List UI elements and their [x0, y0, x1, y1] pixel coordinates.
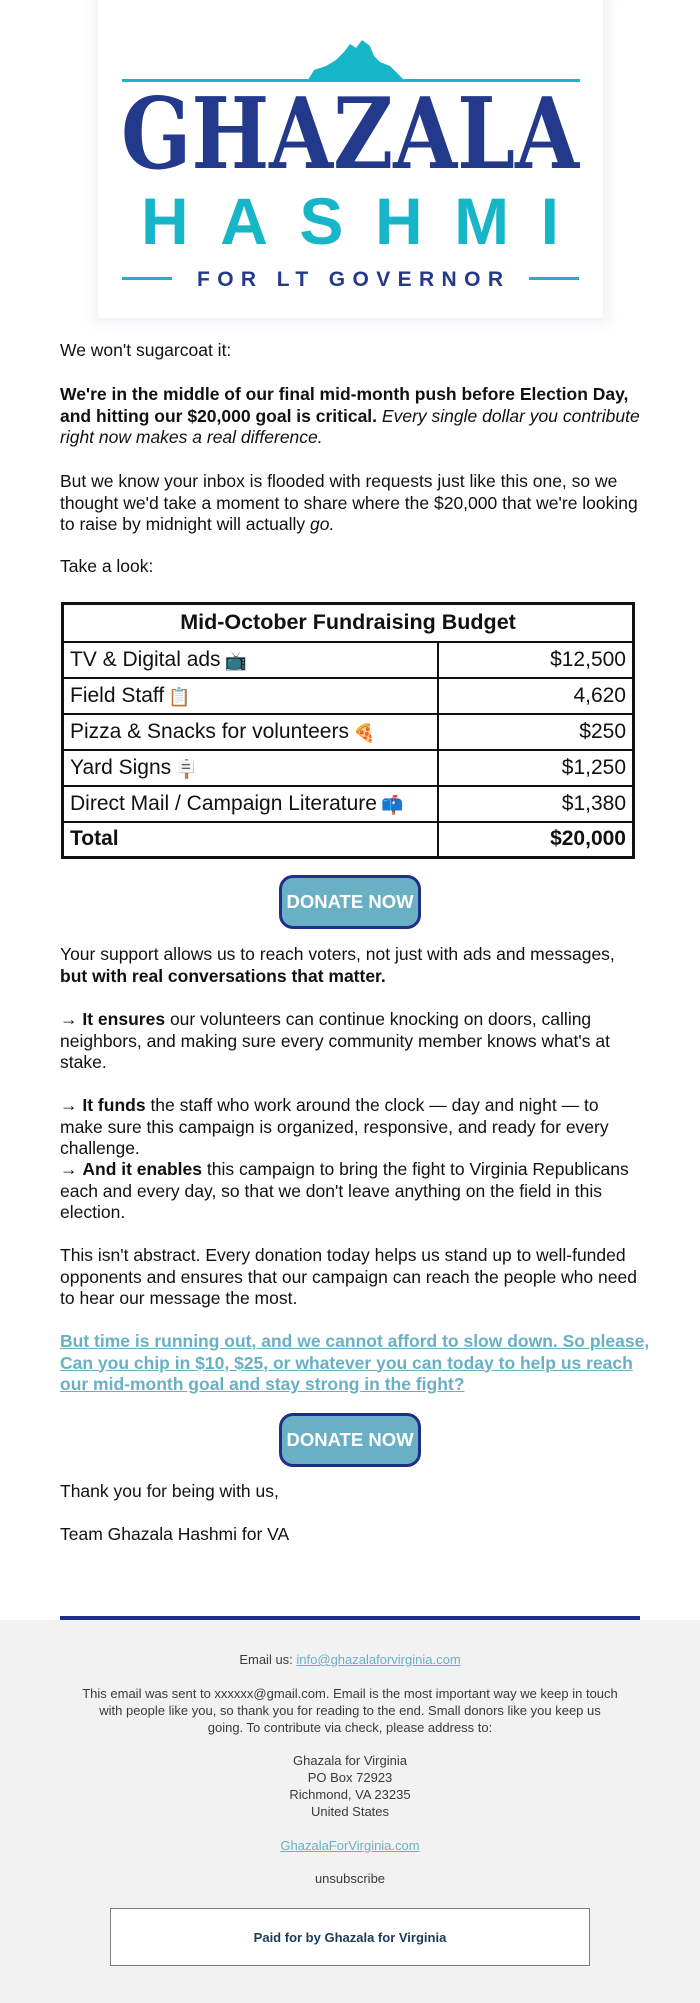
table-row	[63, 786, 634, 822]
budget-total-amount: $20,000	[438, 822, 634, 858]
intro-explain	[60, 471, 640, 536]
clipboard-icon: 📋	[168, 686, 191, 707]
budget-item	[63, 750, 438, 786]
take-a-look: Take a look:	[60, 556, 154, 576]
tv-icon: 📺	[224, 650, 247, 671]
table-row	[63, 750, 634, 786]
footer-site	[80, 1837, 620, 1854]
logo-right-rule	[529, 277, 579, 280]
logo-graphic	[98, 0, 603, 318]
budget-item	[63, 678, 438, 714]
budget-item	[63, 642, 438, 678]
bullet-enables	[60, 1159, 640, 1224]
budget-item-label: Field Staff	[70, 683, 165, 707]
chip-in-link[interactable]: But time is running out, and we cannot afford to slow down. So please, Can you chip in $10, $25, or whatever you can today to help us reach our mid-month goal and stay strong in the fight?	[60, 1331, 650, 1394]
budget-item-label: Pizza & Snacks for volunteers	[70, 719, 349, 743]
bullet-lead: It funds	[82, 1095, 146, 1115]
arrow-icon: →	[60, 1095, 78, 1115]
footer-email-line	[80, 1651, 620, 1668]
explain-text: But we know your inbox is flooded with requests just like this one, so we thought we'd take a moment to share where the $20,000 that we're looking to raise by midnight will actually	[60, 471, 638, 534]
budget-table	[61, 602, 635, 859]
budget-item-label: Direct Mail / Campaign Literature	[70, 791, 377, 815]
budget-total-row	[63, 822, 634, 858]
signoff: Team Ghazala Hashmi for VA	[60, 1524, 290, 1544]
budget-item	[63, 714, 438, 750]
arrow-icon: →	[60, 1159, 78, 1179]
urgency-bold: We're in the middle of our final mid-month push before Election Day, and hitting our $20,000 goal is critical.	[60, 384, 629, 426]
address-line: Ghazala for Virginia	[293, 1753, 407, 1768]
table-row	[63, 678, 634, 714]
footer-unsubscribe	[80, 1870, 620, 1887]
support-text: Your support allows us to reach voters, not just with ads and messages,	[60, 944, 615, 964]
intro-urgency	[60, 384, 640, 449]
website-link[interactable]: GhazalaForVirginia.com	[280, 1838, 420, 1853]
bullet-lead: It ensures	[82, 1009, 166, 1029]
urgency-italic: Every single dollar you contribute right now makes a real difference.	[60, 405, 640, 447]
budget-amount: $1,250	[438, 750, 634, 786]
bullet-funds	[60, 1095, 640, 1160]
email-label: Email us:	[239, 1652, 293, 1667]
budget-amount: 4,620	[438, 678, 634, 714]
logo-left-rule	[122, 277, 172, 280]
budget-amount: $1,380	[438, 786, 634, 822]
abstract-paragraph: This isn't abstract. Every donation today helps us stand up to well-funded opponents and ensures that our campaign can reach the people who need to hear our message the most.	[60, 1245, 637, 1308]
mailbox-icon: 📫	[380, 794, 404, 815]
budget-item-label: TV & Digital ads	[70, 647, 221, 671]
bullet-text: this campaign to bring the fight to Virginia Republicans each and every day, so that we don't leave anything on the field in this election.	[60, 1159, 629, 1222]
table-row	[63, 714, 634, 750]
logo-line-hashmi: HASHMI	[141, 184, 559, 258]
budget-title: Mid-October Fundraising Budget	[63, 604, 634, 642]
footer-notice: This email was sent to xxxxxx@gmail.com. Email is the most important way we keep in touch with people like you, so thank you for reading to the end. Small donors like you keep us going. To contribute via check, please address to:	[82, 1686, 618, 1735]
logo-line-subtitle: FOR LT GOVERNOR	[197, 268, 503, 291]
address-line: PO Box 72923	[307, 1770, 393, 1785]
support-bold: but with real conversations that matter.	[60, 965, 386, 986]
bullet-text: our volunteers can continue knocking on doors, calling neighbors, and making sure every community member knows what's at stake.	[60, 1009, 610, 1072]
virginia-state-icon	[308, 40, 404, 80]
intro-line: We won't sugarcoat it:	[60, 340, 232, 360]
donate-now-button[interactable]: DONATE NOW	[279, 875, 421, 929]
bullet-text: the staff who work around the clock — day and night — to make sure this campaign is organized, responsive, and ready for every challenge.	[60, 1095, 609, 1158]
thanks-line: Thank you for being with us,	[60, 1481, 279, 1501]
budget-item	[63, 786, 438, 822]
bullet-lead: And it enables	[82, 1159, 202, 1179]
donate-now-button[interactable]: DONATE NOW	[279, 1413, 421, 1467]
email-link[interactable]: info@ghazalaforvirginia.com	[296, 1652, 461, 1667]
support-paragraph	[60, 944, 640, 987]
explain-go: go.	[309, 514, 335, 534]
pizza-icon: 🍕	[352, 722, 376, 743]
budget-item-label: Yard Signs	[70, 755, 172, 779]
logo-line-ghazala: GHAZALA	[121, 77, 581, 192]
budget-amount: $250	[438, 714, 634, 750]
bullet-ensures	[60, 1009, 640, 1074]
address-line: Richmond, VA 23235	[289, 1787, 411, 1802]
paid-for-disclaimer: Paid for by Ghazala for Virginia	[110, 1908, 590, 1966]
address-line: United States	[310, 1804, 390, 1819]
sign-icon: 🪧	[175, 758, 198, 779]
budget-title-row	[63, 604, 634, 642]
campaign-logo	[98, 0, 603, 318]
budget-total-label: Total	[63, 822, 438, 858]
unsubscribe-link[interactable]: unsubscribe	[314, 1871, 386, 1886]
table-row	[63, 642, 634, 678]
budget-amount: $12,500	[438, 642, 634, 678]
arrow-icon: →	[60, 1009, 78, 1029]
